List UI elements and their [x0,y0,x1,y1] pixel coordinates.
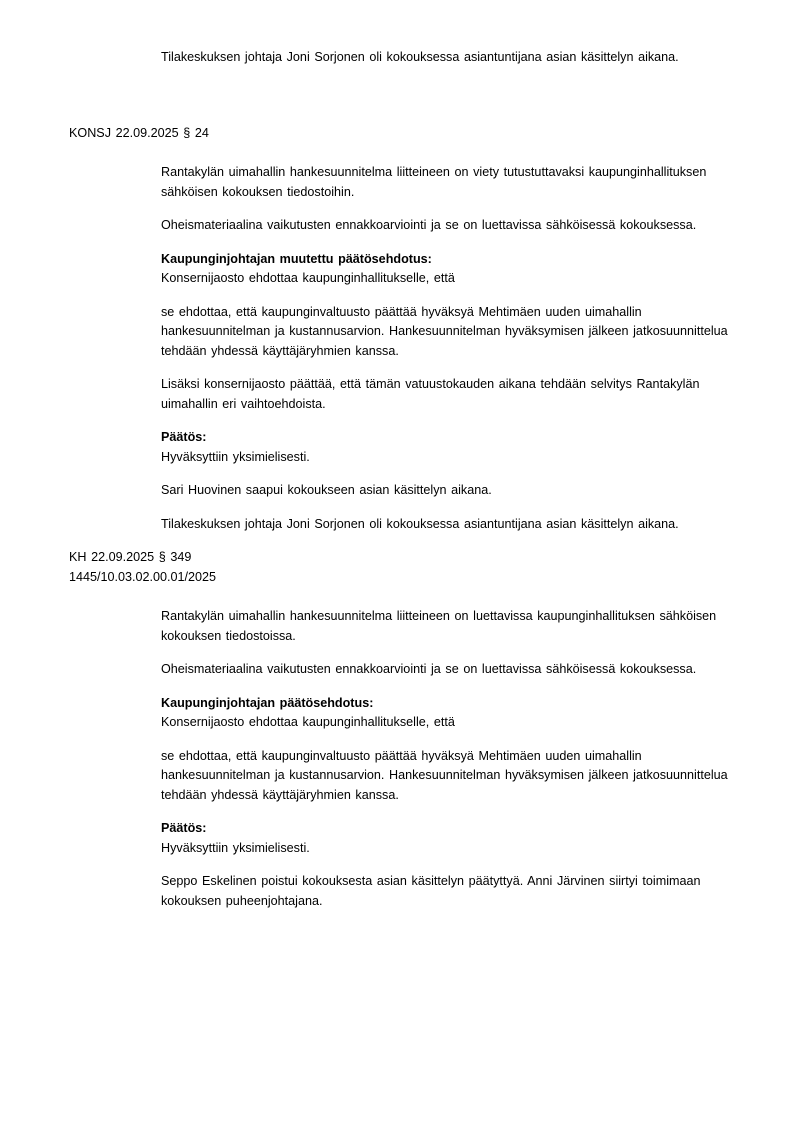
spacer [64,202,730,216]
spacer [64,733,730,747]
top-note-paragraph: Tilakeskuksen johtaja Joni Sorjonen oli kokouksessa asiantuntijana asian käsittelyn aikana. [161,50,679,64]
kh-proposal-line: Konsernijaosto ehdottaa kaupunginhallitukselle, että [161,715,455,729]
konsj-decision-label: Päätös: [161,430,207,444]
konsj-proposal-line: Konsernijaosto ehdottaa kaupunginhallitukselle, että [161,271,455,285]
konsj-heading: KONSJ 22.09.2025 § 24 [69,125,209,140]
spacer [64,467,730,481]
konsj-note-2: Tilakeskuksen johtaja Joni Sorjonen oli kokouksessa asiantuntijana asian käsittelyn aikana. [161,516,679,531]
section-kh [64,548,730,911]
kh-decision-label: Päätös: [161,821,207,835]
spacer [64,68,730,110]
konsj-decision-text: Hyväksyttiin yksimielisesti. [161,449,310,464]
spacer [64,858,730,872]
spacer [64,110,730,124]
konsj-subheading-proposal: Kaupunginjohtajan muutettu päätösehdotus: [161,251,432,266]
spacer [64,646,730,660]
spacer [64,805,730,819]
spacer [64,236,730,250]
kh-paragraph-2: Oheismateriaalina vaikutusten ennakkoarviointi ja se on luettavissa sähköisessä kokouksessa. [161,662,697,676]
konsj-body-1: se ehdottaa, että kaupunginvaltuusto päättää hyväksyä Mehtimäen uuden uimahallin hankesuunnitelman ja kustannusarvion. Hankesuunnitelman hyväksymisen jälkeen jatkosuunnittelua tehdään yhdessä käyttäjäryhmien kanssa. [161,304,728,358]
konsj-paragraph-1: Rantakylän uimahallin hankesuunnitelma liitteineen on viety tutustuttavaksi kaupunginhallituksen sähköisen kokouksen tiedostoihin. [161,165,707,199]
spacer [64,361,730,375]
section-konsj [64,124,730,535]
section-top-note [64,48,730,68]
kh-paragraph-1: Rantakylän uimahallin hankesuunnitelma liitteineen on luettavissa kaupunginhallituksen sähköisen kokouksen tiedostoissa. [161,609,717,643]
kh-body-1: se ehdottaa, että kaupunginvaltuusto päättää hyväksyä Mehtimäen uuden uimahallin hankesuunnitelman ja kustannusarvion. Hankesuunnitelman hyväksymisen jälkeen jatkosuunnittelua tehdään yhdessä käyttäjäryhmien kanssa. [161,748,728,802]
spacer [64,143,730,163]
konsj-note-1: Sari Huovinen saapui kokoukseen asian käsittelyn aikana. [161,483,492,497]
spacer [64,680,730,694]
spacer [64,534,730,548]
spacer [64,414,730,428]
konsj-paragraph-2: Oheismateriaalina vaikutusten ennakkoarviointi ja se on luettavissa sähköisessä kokouksessa. [161,218,697,232]
konsj-body-2: Lisäksi konsernijaosto päättää, että tämän vatuustokauden aikana tehdään selvitys Rantakylän uimahallin eri vaihtoehdoista. [161,377,700,411]
spacer [64,587,730,607]
kh-subheading-proposal: Kaupunginjohtajan päätösehdotus: [161,695,374,710]
kh-decision-text: Hyväksyttiin yksimielisesti. [161,840,310,855]
kh-heading-reference: 1445/10.03.02.00.01/2025 [69,569,217,584]
spacer [64,501,730,515]
spacer [64,289,730,303]
kh-heading: KH 22.09.2025 § 349 [69,550,192,564]
kh-note-1: Seppo Eskelinen poistui kokouksesta asian käsittelyn päätyttyä. Anni Järvinen siirtyi toimimaan kokouksen puheenjohtajana. [161,874,701,908]
